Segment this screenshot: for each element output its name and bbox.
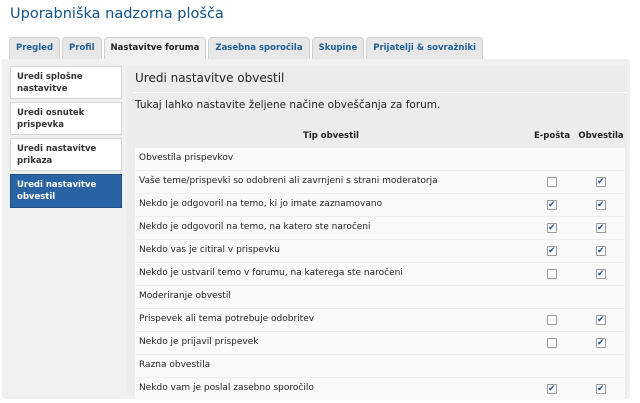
- row-label: Nekdo je prijavil prispevek: [139, 337, 259, 347]
- email-checkbox[interactable]: [547, 269, 557, 279]
- table-row: [135, 217, 625, 239]
- row-label: Prispevek ali tema potrebuje odobritev: [139, 314, 315, 324]
- notify-checkbox[interactable]: [596, 177, 606, 187]
- section-heading: Uredi nastavitve obvestil: [135, 71, 285, 85]
- main-content: [127, 65, 627, 395]
- column-header-type: Tip obvestil: [303, 131, 359, 141]
- notify-checkbox[interactable]: [596, 269, 606, 279]
- table-row: [135, 332, 625, 354]
- notify-checkbox[interactable]: [596, 338, 606, 348]
- sidebar-item-drafts[interactable]: Uredi osnutek prispevka: [10, 102, 122, 135]
- table-row: [135, 194, 625, 216]
- intro-text: Tukaj lahko nastavite željene načine obveščanja za forum.: [135, 99, 441, 111]
- table-row: [135, 171, 625, 193]
- row-label: Vaše teme/prispevki so odobreni ali zavrnjeni s strani moderatorja: [139, 176, 438, 186]
- settings-panel: [2, 59, 630, 399]
- table-header: [135, 127, 625, 147]
- row-label: Nekdo je ustvaril temo v forumu, na katerega ste naročeni: [139, 268, 403, 278]
- section-label: Razna obvestila: [139, 360, 211, 370]
- email-checkbox[interactable]: [547, 177, 557, 187]
- row-label: Nekdo je odgovoril na temo, ki jo imate zaznamovano: [139, 199, 383, 209]
- email-checkbox[interactable]: [547, 246, 557, 256]
- column-header-notify: Obvestila: [578, 131, 624, 141]
- tab-pregled[interactable]: Pregled: [9, 37, 60, 59]
- section-row: [135, 148, 625, 170]
- email-checkbox[interactable]: [547, 223, 557, 233]
- row-label: Nekdo je odgovoril na temo, na katero ste naročeni: [139, 222, 371, 232]
- table-row: [135, 263, 625, 285]
- section-row: [135, 355, 625, 377]
- tab-skupine[interactable]: Skupine: [312, 37, 365, 59]
- divider: [133, 92, 627, 93]
- row-label: Nekdo vam je poslal zasebno sporočilo: [139, 383, 314, 393]
- tab-nastavitve-foruma[interactable]: Nastavitve foruma: [104, 37, 207, 60]
- notify-checkbox[interactable]: [596, 315, 606, 325]
- email-checkbox[interactable]: [547, 200, 557, 210]
- row-label: Nekdo vas je citiral v prispevku: [139, 245, 280, 255]
- sidebar-item-general[interactable]: Uredi splošne nastavitve: [10, 66, 122, 99]
- sidebar-item-notifications[interactable]: Uredi nastavitve obvestil: [10, 174, 122, 208]
- tab-zasebna-sporocila[interactable]: Zasebna sporočila: [208, 37, 309, 59]
- section-row: [135, 286, 625, 308]
- column-header-email: E-pošta: [533, 131, 571, 141]
- tab-profil[interactable]: Profil: [62, 37, 101, 59]
- section-label: Obvestila prispevkov: [139, 153, 234, 163]
- email-checkbox[interactable]: [547, 338, 557, 348]
- notify-checkbox[interactable]: [596, 384, 606, 394]
- table-row: [135, 378, 625, 400]
- notify-checkbox[interactable]: [596, 223, 606, 233]
- section-label: Moderiranje obvestil: [139, 291, 231, 301]
- sidebar-item-display[interactable]: Uredi nastavitve prikaza: [10, 138, 122, 171]
- page-title: Uporabniška nadzorna plošča: [10, 6, 224, 22]
- notify-checkbox[interactable]: [596, 200, 606, 210]
- table-row: [135, 309, 625, 331]
- table-row: [135, 240, 625, 262]
- tab-prijatelji-sovrazniki[interactable]: Prijatelji & sovražniki: [366, 37, 483, 59]
- sidebar: [10, 66, 122, 211]
- notify-checkbox[interactable]: [596, 246, 606, 256]
- email-checkbox[interactable]: [547, 315, 557, 325]
- tab-bar: [9, 37, 485, 59]
- email-checkbox[interactable]: [547, 384, 557, 394]
